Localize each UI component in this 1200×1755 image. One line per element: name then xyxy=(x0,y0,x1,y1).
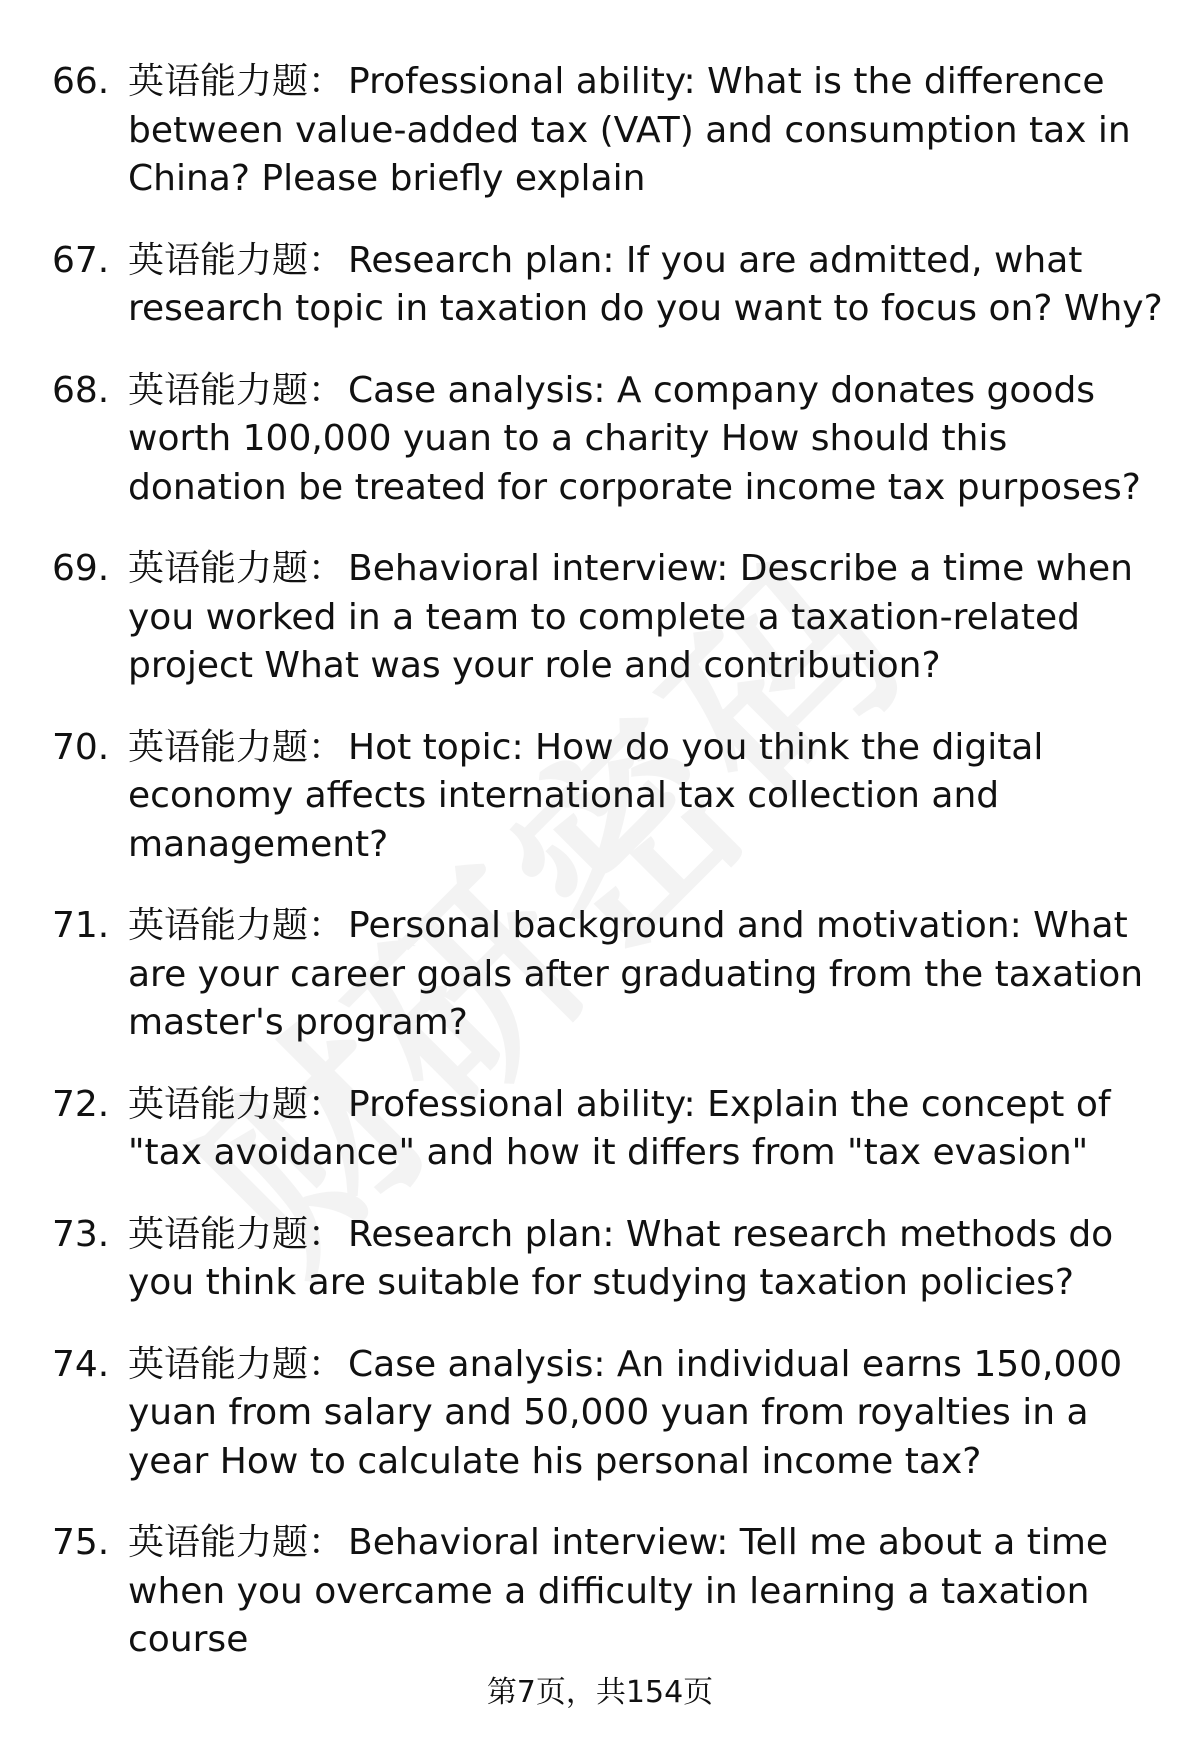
question-category-label: 英语能力题： xyxy=(128,726,345,768)
question-number: 71. xyxy=(52,905,110,946)
question-number: 75. xyxy=(52,1522,110,1563)
question-item xyxy=(52,724,1172,870)
question-list xyxy=(52,58,1172,1698)
question-text: Case analysis: A company donates goods worth 100,000 yuan to a charity How should this donation be treated for corporate income tax purposes? xyxy=(128,369,1141,508)
question-category-label: 英语能力题： xyxy=(128,1083,345,1125)
question-number: 74. xyxy=(52,1343,110,1385)
question-text: Research plan: What research methods do you think are suitable for studying taxation policies? xyxy=(128,1213,1114,1303)
page-footer: 第7页，共154页 xyxy=(486,1675,714,1710)
question-item xyxy=(52,545,1172,691)
question-category-label: 英语能力题： xyxy=(128,1213,345,1255)
question-number: 70. xyxy=(52,726,110,768)
question-text: Professional ability: Explain the concept of "tax avoidance" and how it differs from "tax evasion" xyxy=(128,1083,1111,1173)
question-body xyxy=(128,545,1172,691)
question-body xyxy=(128,724,1172,870)
question-text: Behavioral interview: Describe a time when you worked in a team to complete a taxation-related project What was your role and contribution? xyxy=(128,548,1133,686)
question-number: 69. xyxy=(52,548,110,589)
question-category-label: 英语能力题： xyxy=(128,369,345,411)
question-category-label: 英语能力题： xyxy=(128,905,345,946)
question-body xyxy=(128,1081,1172,1178)
question-text: Research plan: If you are admitted, what research topic in taxation do you want to focus on? Why? xyxy=(128,239,1163,329)
question-body xyxy=(128,1519,1172,1665)
question-number: 68. xyxy=(52,369,110,411)
question-number: 67. xyxy=(52,239,110,281)
question-item xyxy=(52,367,1172,513)
question-text: Hot topic: How do you think the digital economy affects international tax collection and management? xyxy=(128,726,1044,865)
question-item xyxy=(52,58,1172,204)
question-item xyxy=(52,1341,1172,1487)
question-category-label: 英语能力题： xyxy=(128,61,345,102)
question-body xyxy=(128,58,1172,204)
question-body xyxy=(128,237,1172,334)
question-body xyxy=(128,902,1172,1048)
question-item xyxy=(52,1081,1172,1178)
question-body xyxy=(128,1211,1172,1308)
question-body xyxy=(128,367,1172,513)
question-category-label: 英语能力题： xyxy=(128,548,345,589)
question-body xyxy=(128,1341,1172,1487)
question-category-label: 英语能力题： xyxy=(128,239,345,281)
question-item xyxy=(52,237,1172,334)
question-text: Behavioral interview: Tell me about a time when you overcame a difficulty in learning a taxation course xyxy=(128,1522,1109,1660)
question-number: 66. xyxy=(52,61,110,102)
question-item xyxy=(52,1211,1172,1308)
question-text: Professional ability: What is the difference between value-added tax (VAT) and consumption tax in China? Please briefly explain xyxy=(128,61,1131,199)
question-text: Personal background and motivation: What are your career goals after graduating from the taxation master's program? xyxy=(128,905,1144,1043)
question-category-label: 英语能力题： xyxy=(128,1343,345,1385)
question-item xyxy=(52,1519,1172,1665)
question-category-label: 英语能力题： xyxy=(128,1522,345,1563)
question-text: Case analysis: An individual earns 150,000 yuan from salary and 50,000 yuan from royalties in a year How to calculate his personal income tax? xyxy=(128,1343,1123,1482)
question-item xyxy=(52,902,1172,1048)
question-number: 72. xyxy=(52,1083,110,1125)
question-number: 73. xyxy=(52,1213,110,1255)
